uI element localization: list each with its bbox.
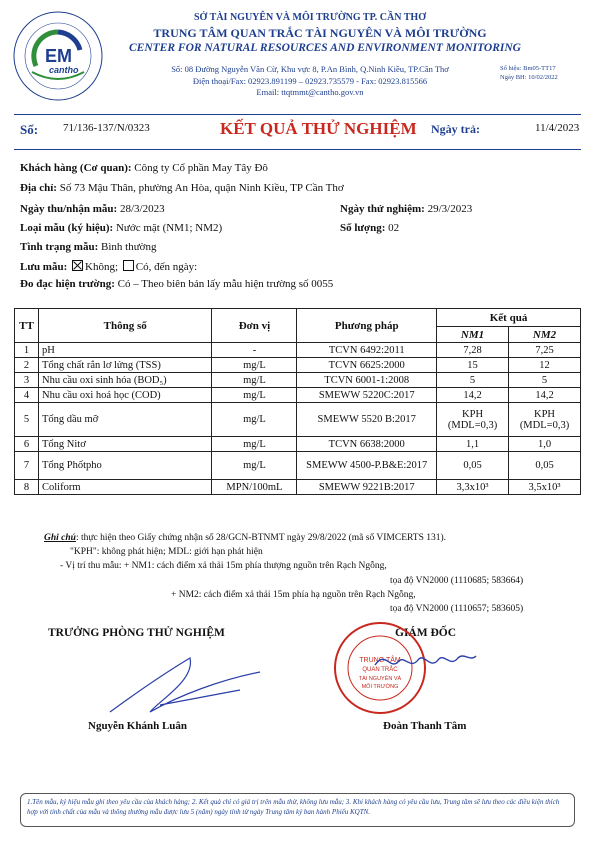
storage-yes-label: Có, đến ngày: (135, 261, 198, 273)
row-nm1: 0,05 (437, 452, 509, 480)
row-nm1: 5 (437, 373, 509, 388)
table-row (15, 403, 581, 437)
col-nm1: NM1 (437, 327, 509, 343)
row-unit: mg/L (212, 388, 297, 403)
col-method: Phương pháp (297, 309, 437, 343)
row-method: SMEWW 4500-P.B&E:2017 (297, 452, 437, 480)
note-line-5: + NM2: cách điểm xả thải 15m phía hạ nguồn trên Rạch Ngỗng, (171, 590, 416, 600)
address-label: Địa chỉ: (20, 182, 57, 194)
table-row (15, 480, 581, 495)
row-tt: 4 (15, 388, 39, 403)
quantity-line (340, 222, 399, 234)
sample-type-value: Nước mặt (NM1; NM2) (115, 222, 223, 234)
row-tt: 2 (15, 358, 39, 373)
storage-line (20, 260, 197, 273)
col-tt: TT (15, 309, 39, 343)
customer-value: Công ty Cổ phần May Tây Đô (134, 162, 268, 174)
right-signer-title: GIÁM ĐỐC (395, 627, 457, 639)
row-nm2: 0,05 (509, 452, 581, 480)
row-unit: mg/L (212, 403, 297, 437)
note-line-6: tọa độ VN2000 (1110657; 583605) (390, 604, 524, 614)
table-row (15, 452, 581, 480)
row-nm1: 1,1 (437, 437, 509, 452)
row-unit: mg/L (212, 358, 297, 373)
col-unit: Đơn vị (212, 309, 297, 343)
note-label: Ghi chú (44, 533, 76, 543)
row-nm1: 15 (437, 358, 509, 373)
cem-logo (12, 10, 104, 102)
storage-no-label: Không; (85, 261, 118, 273)
table-row (15, 343, 581, 358)
right-signer-name: Đoàn Thanh Tâm (383, 720, 467, 732)
customer-label: Khách hàng (Cơ quan): (20, 162, 132, 174)
col-nm2: NM2 (509, 327, 581, 343)
row-tt: 6 (15, 437, 39, 452)
row-tt: 8 (15, 480, 39, 495)
note-line-4: tọa độ VN2000 (1110685; 583664) (390, 576, 524, 586)
center-phone: Điện thoại/Fax: 02923.891199 – 02923.735579 - Fax: 02923.815566 (192, 75, 428, 86)
note-line-1 (44, 533, 446, 543)
row-method: SMEWW 9221B:2017 (297, 480, 437, 495)
row-nm1: 14,2 (437, 388, 509, 403)
row-param: Coliform (38, 480, 212, 495)
received-value: 28/3/2023 (119, 203, 165, 215)
svg-text:TÀI NGUYÊN VÀ: TÀI NGUYÊN VÀ (358, 676, 402, 682)
center-contact (110, 64, 510, 99)
center-email: Email: ttqtmmt@cantho.gov.vn (256, 87, 364, 97)
svg-text:MÔI TRƯỜNG: MÔI TRƯỜNG (361, 684, 399, 690)
sample-type-line (20, 222, 222, 234)
left-signer-name: Nguyễn Khánh Luân (88, 720, 188, 732)
row-unit: mg/L (212, 373, 297, 388)
note-line-3: - Vị trí thu mẫu: + NM1: cách điểm xả thải 15m phía thượng nguồn trên Rạch Ngỗng, (60, 561, 387, 571)
field-line (20, 278, 333, 290)
table-body (15, 343, 581, 495)
row-method: TCVN 6492:2011 (297, 343, 437, 358)
return-date-label: Ngày trả: (431, 122, 480, 136)
table-row (15, 437, 581, 452)
form-code: Số hiệu: Bm05-TT17 (500, 65, 556, 72)
right-signature (370, 640, 480, 680)
row-nm2: 3,5x10³ (509, 480, 581, 495)
row-unit: - (212, 343, 297, 358)
row-param: Tổng chất rắn lơ lửng (TSS) (38, 358, 212, 373)
form-date: Ngày BH: 10/02/2022 (500, 74, 558, 81)
row-param: Tổng dầu mỡ (38, 403, 212, 437)
customer-line (20, 162, 268, 174)
footer-disclaimer: 1.Tên mẫu, ký hiệu mẫu ghi theo yêu cầu của khách hàng; 2. Kết quả chỉ có giá trị trên mẫu thử, không lưu mẫu; 3. Khi khách hàng có yêu cầu lưu, Trung tâm sẽ lưu theo các điều kiện thích hợp với tính chất của mẫu và thông thường mẫu được lưu 5 (năm) ngày tính từ ngày Trung tâm ký ban hành Phiếu KQTN. (20, 793, 575, 827)
return-date: 11/4/2023 (535, 122, 580, 134)
col-param: Thông số (38, 309, 212, 343)
quantity-value: 02 (388, 222, 400, 234)
condition-value: Bình thường (101, 241, 157, 253)
field-label: Đo đạc hiện trường: (20, 278, 115, 290)
test-date-label: Ngày thử nghiệm: (340, 203, 425, 215)
row-method: TCVN 6638:2000 (297, 437, 437, 452)
table-row (15, 373, 581, 388)
svg-text:cantho: cantho (49, 65, 79, 75)
row-method: TCVN 6001-1:2008 (297, 373, 437, 388)
row-nm2: 12 (509, 358, 581, 373)
storage-label: Lưu mẫu: (20, 261, 68, 273)
row-nm1: KPH (MDL=0,3) (437, 403, 509, 437)
received-line (20, 203, 165, 215)
row-tt: 5 (15, 403, 39, 437)
row-unit: MPN/100mL (212, 480, 297, 495)
row-param: Nhu cầu oxi hoá học (COD) (38, 388, 212, 403)
center-name-en: CENTER FOR NATURAL RESOURCES AND ENVIRONMENT MONITORING (129, 42, 521, 54)
row-nm2: KPH (MDL=0,3) (509, 403, 581, 437)
row-nm2: 14,2 (509, 388, 581, 403)
row-tt: 3 (15, 373, 39, 388)
col-result: Kết quả (437, 309, 581, 327)
report-number-label: Số: (20, 122, 39, 137)
address-value: Số 73 Mậu Thân, phường An Hòa, quận Ninh Kiều, TP Cần Thơ (59, 182, 344, 194)
sample-type-label: Loại mẫu (ký hiệu): (20, 222, 114, 234)
row-tt: 7 (15, 452, 39, 480)
results-table (14, 308, 581, 495)
row-param: Nhu cầu oxi sinh hóa (BOD₅) (38, 373, 212, 388)
svg-text:TRUNG TÂM: TRUNG TÂM (359, 657, 401, 664)
row-method: SMEWW 5220C:2017 (297, 388, 437, 403)
row-nm1: 7,28 (437, 343, 509, 358)
field-value: Có – Theo biên bản lấy mẫu hiện trường số 0055 (117, 278, 334, 290)
row-nm2: 7,25 (509, 343, 581, 358)
note-text-1: : thực hiện theo Giấy chứng nhận số 28/GCN-BTNMT ngày 29/8/2022 (mã số VIMCERTS 131). (75, 533, 447, 543)
report-number: 71/136-137/N/0323 (63, 122, 150, 134)
dept-name: SỞ TÀI NGUYÊN VÀ MÔI TRƯỜNG TP. CẦN THƠ (194, 12, 426, 23)
test-date-value: 29/3/2023 (427, 203, 473, 215)
row-nm1: 3,3x10³ (437, 480, 509, 495)
row-nm2: 5 (509, 373, 581, 388)
row-unit: mg/L (212, 437, 297, 452)
quantity-label: Số lượng: (340, 222, 386, 234)
storage-no-checkbox (72, 260, 83, 271)
row-param: Tổng Phốtpho (38, 452, 212, 480)
row-param: pH (38, 343, 212, 358)
row-nm2: 1,0 (509, 437, 581, 452)
condition-label: Tình trạng mẫu: (20, 241, 99, 253)
row-method: TCVN 6625:2000 (297, 358, 437, 373)
center-address: Số: 08 Đường Nguyễn Văn Cừ, Khu vực 8, P.An Bình, Q.Ninh Kiều, TP.Cần Thơ (171, 64, 449, 74)
row-tt: 1 (15, 343, 39, 358)
center-name-vi: TRUNG TÂM QUAN TRẮC TÀI NGUYÊN VÀ MÔI TRƯỜNG (153, 26, 487, 40)
received-label: Ngày thu/nhận mẫu: (20, 203, 118, 215)
left-signer-title: TRƯỞNG PHÒNG THỬ NGHIỆM (48, 627, 225, 639)
address-line (20, 182, 344, 194)
condition-line (20, 241, 156, 253)
table-row (15, 358, 581, 373)
row-method: SMEWW 5520 B:2017 (297, 403, 437, 437)
row-unit: mg/L (212, 452, 297, 480)
form-codes (500, 64, 590, 82)
table-header-row (15, 309, 581, 327)
storage-yes-checkbox (123, 260, 134, 271)
test-date-line (340, 203, 472, 215)
left-signature (100, 650, 280, 720)
page-title: KẾT QUẢ THỬ NGHIỆM (220, 119, 417, 138)
row-param: Tổng Nitơ (38, 437, 212, 452)
svg-text:EM: EM (45, 46, 72, 66)
note-line-2: "KPH": không phát hiện; MDL: giới hạn phát hiện (70, 547, 263, 557)
table-row (15, 388, 581, 403)
svg-text:QUAN TRẮC: QUAN TRẮC (362, 667, 398, 673)
